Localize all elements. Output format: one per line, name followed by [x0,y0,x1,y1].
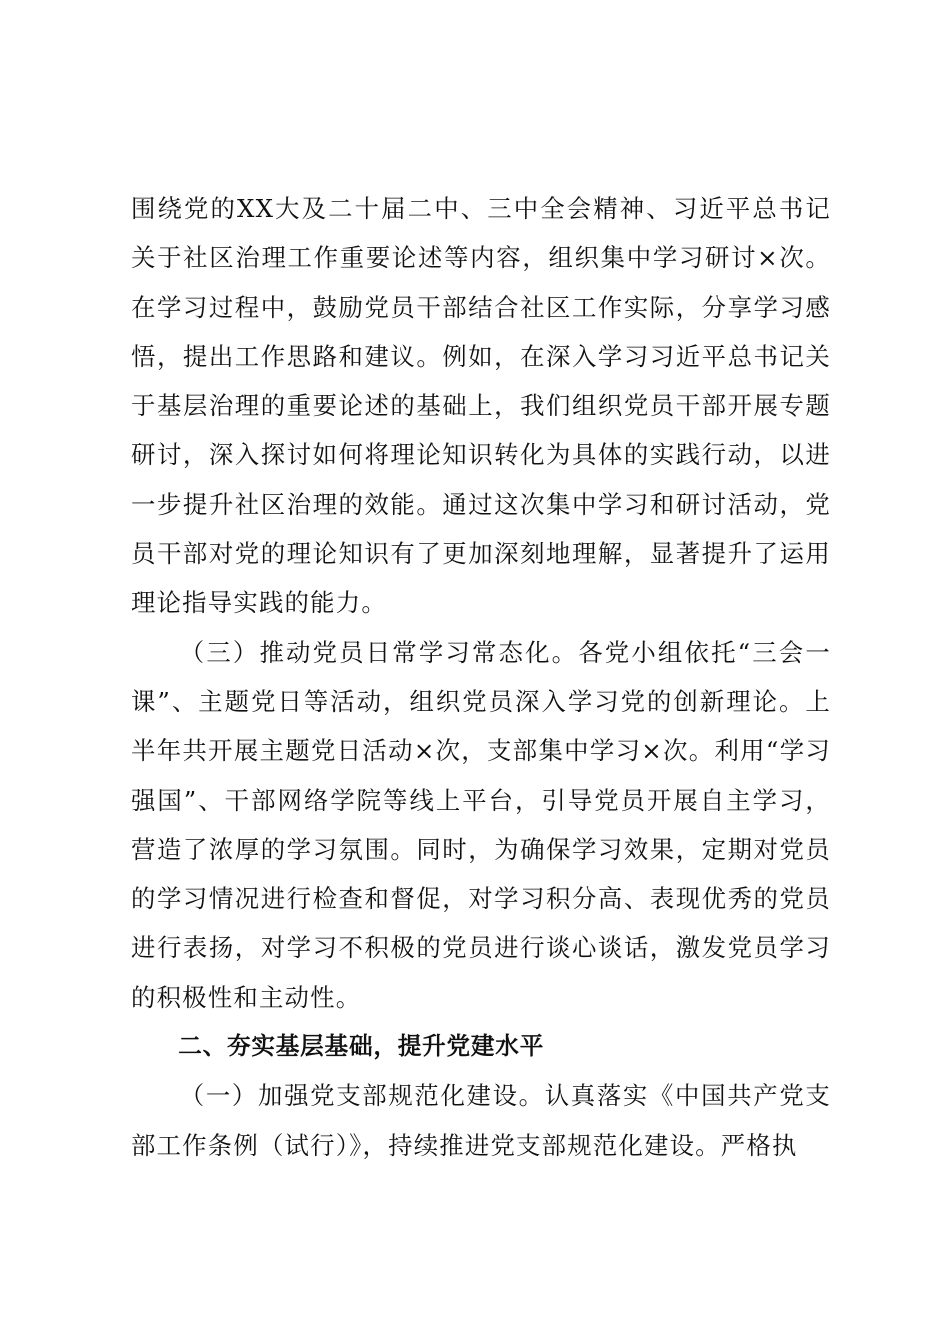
document-body [131,184,831,1170]
paragraph-study-sessions: 围绕党的XX大及二十届二中、三中全会精神、习近平总书记关于社区治理工作重要论述等内容，组织集中学习研讨×次。在学习过程中，鼓励党员干部结合社区工作实际，分享学习感悟，提出工作思路和建议。例如，在深入学习习近平总书记关于基层治理的重要论述的基础上，我们组织党员干部开展专题研讨，深入探讨如何将理论知识转化为具体的实践行动，以进一步提升社区治理的效能。通过这次集中学习和研讨活动，党员干部对党的理论知识有了更加深刻地理解，显著提升了运用理论指导实践的能力。 [131,194,831,618]
paragraph-daily-study: （三）推动党员日常学习常态化。各党小组依托“三会一课”、主题党日等活动，组织党员深入学习党的创新理论。上半年共开展主题党日活动×次，支部集中学习×次。利用“学习强国”、干部网络学院等线上平台，引导党员开展自主学习，营造了浓厚的学习氛围。同时，为确保学习效果，定期对党员的学习情况进行检查和督促，对学习积分高、表现优秀的党员进行表扬，对学习不积极的党员进行谈心谈话，激发党员学习的积极性和主动性。 [131,637,831,1012]
paragraph-branch-standardization: （一）加强党支部规范化建设。认真落实《中国共产党支部工作条例（试行）》，持续推进党支部规范化建设。严格执 [131,1081,831,1160]
section-heading: 二、夯实基层基础，提升党建水平 [178,1032,545,1061]
